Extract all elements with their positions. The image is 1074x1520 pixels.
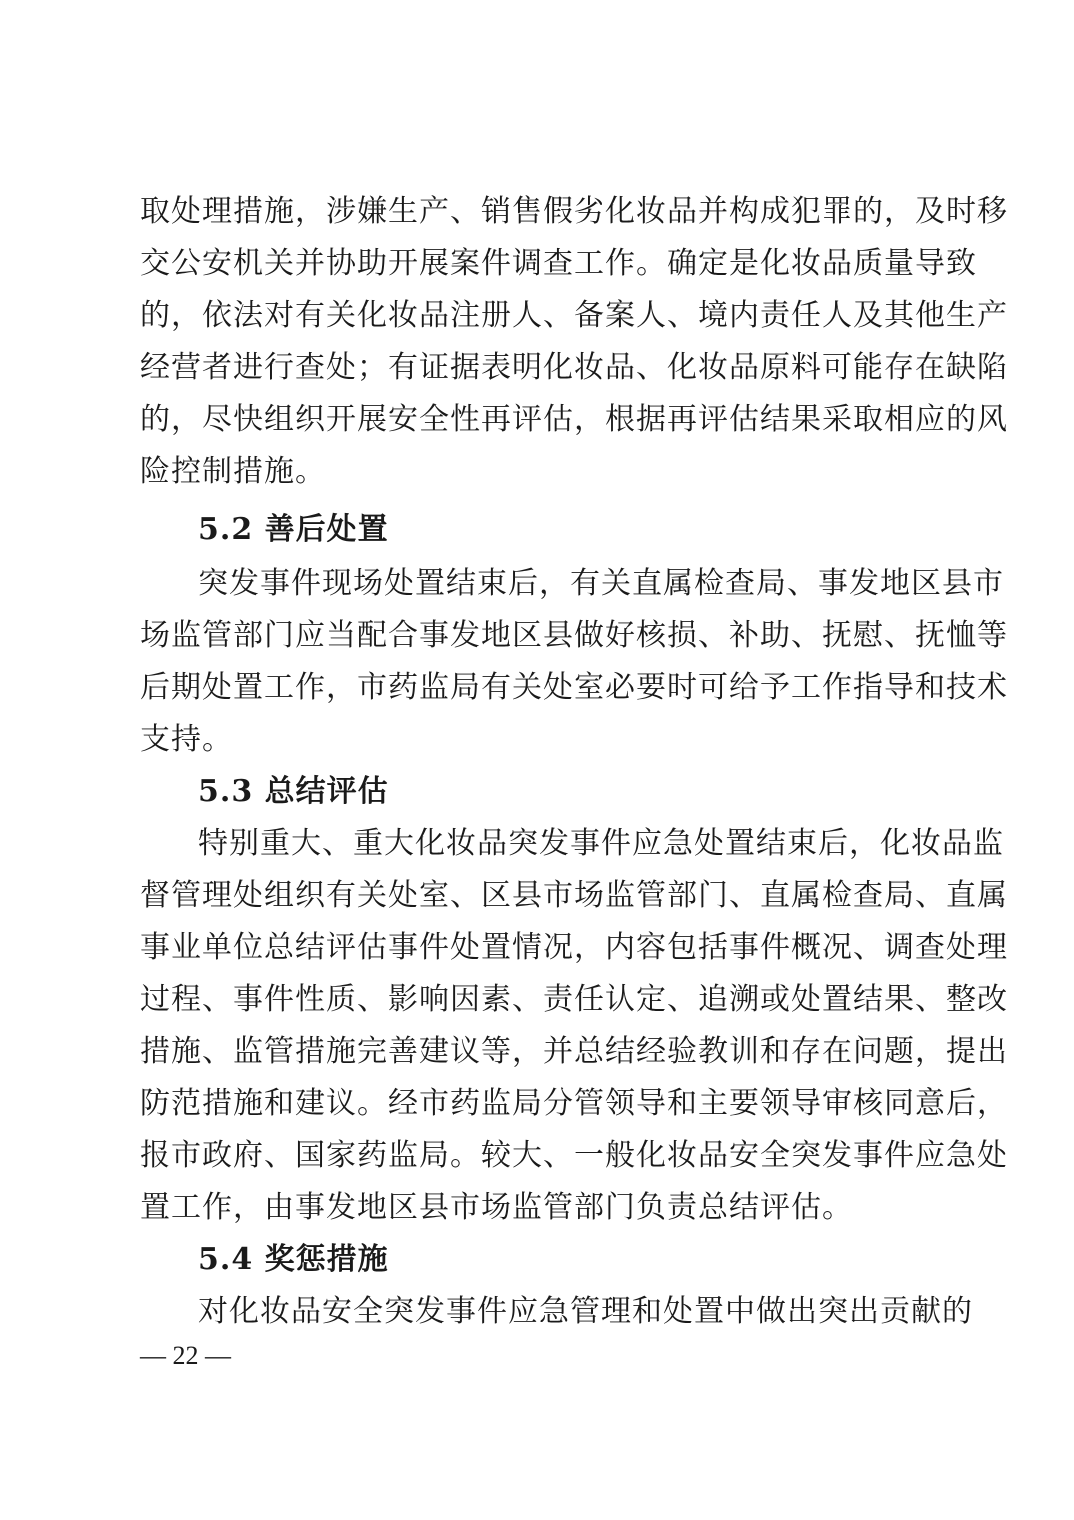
paragraph-line: 险控制措施。 [140, 454, 326, 489]
paragraph-line: 防范措施和建议。经市药监局分管领导和主要领导审核同意后， [140, 1086, 1008, 1121]
paragraph-line: 对化妆品安全突发事件应急管理和处置中做出突出贡献的 [198, 1294, 973, 1329]
section-heading-5-2: 5.2 善后处置 [198, 512, 389, 547]
paragraph-line: 场监管部门应当配合事发地区县做好核损、补助、抚慰、抚恤等 [140, 618, 1008, 653]
paragraph-line: 特别重大、重大化妆品突发事件应急处置结束后，化妆品监 [198, 826, 1004, 861]
paragraph-line: 过程、事件性质、影响因素、责任认定、追溯或处置结果、整改 [140, 982, 1008, 1017]
paragraph-line: 经营者进行查处；有证据表明化妆品、化妆品原料可能存在缺陷 [140, 350, 1008, 385]
paragraph-line: 事业单位总结评估事件处置情况，内容包括事件概况、调查处理 [140, 930, 1008, 965]
paragraph-line: 督管理处组织有关处室、区县市场监管部门、直属检查局、直属 [140, 878, 1008, 913]
paragraph-line: 突发事件现场处置结束后，有关直属检查局、事发地区县市 [198, 566, 1004, 601]
section-heading-5-4: 5.4 奖惩措施 [198, 1242, 389, 1277]
paragraph-line: 支持。 [140, 722, 233, 757]
paragraph-line: 后期处置工作，市药监局有关处室必要时可给予工作指导和技术 [140, 670, 1008, 705]
paragraph-line: 的，尽快组织开展安全性再评估，根据再评估结果采取相应的风 [140, 402, 1008, 437]
paragraph-line: 措施、监管措施完善建议等，并总结经验教训和存在问题，提出 [140, 1034, 1008, 1069]
page-number: — 22 — [140, 1341, 231, 1370]
paragraph-line: 报市政府、国家药监局。较大、一般化妆品安全突发事件应急处 [140, 1138, 1008, 1173]
paragraph-line: 取处理措施，涉嫌生产、销售假劣化妆品并构成犯罪的，及时移 [140, 194, 1008, 229]
paragraph-line: 交公安机关并协助开展案件调查工作。确定是化妆品质量导致 [140, 246, 977, 281]
paragraph-line: 的，依法对有关化妆品注册人、备案人、境内责任人及其他生产 [140, 298, 1008, 333]
section-heading-5-3: 5.3 总结评估 [198, 774, 389, 809]
paragraph-line: 置工作，由事发地区县市场监管部门负责总结评估。 [140, 1190, 853, 1225]
